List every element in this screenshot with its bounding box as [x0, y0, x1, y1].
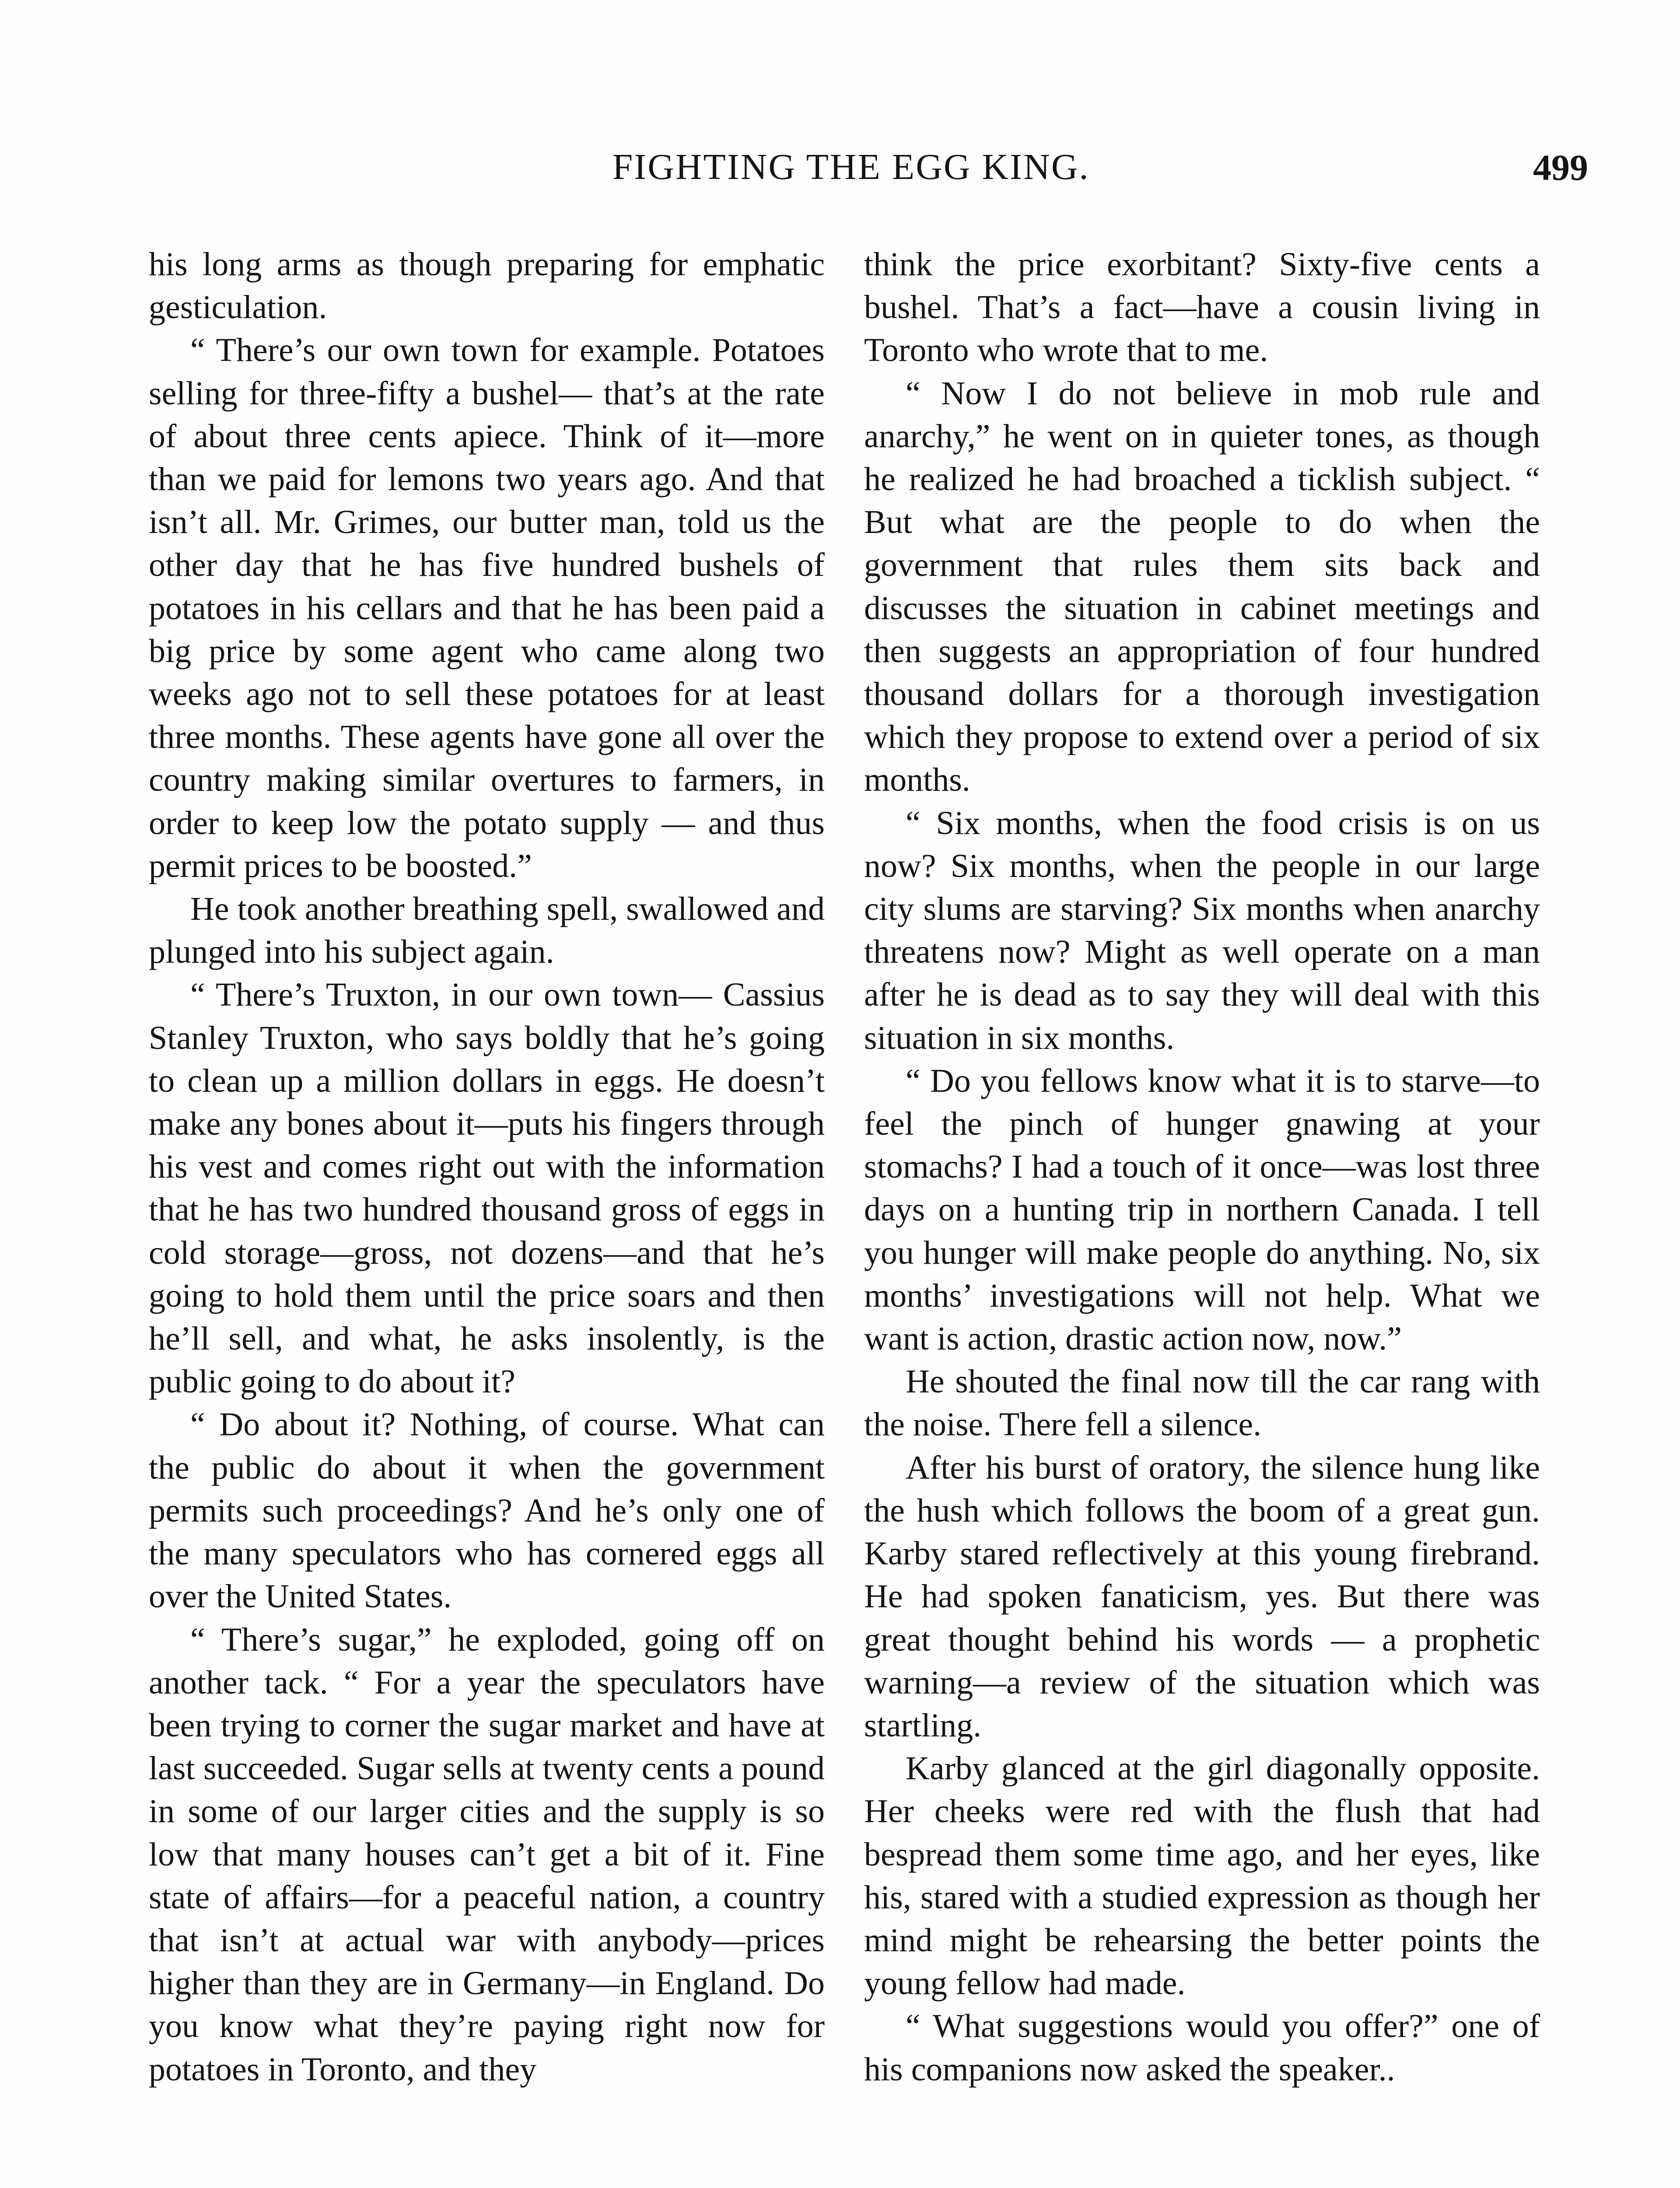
paragraph: Karby glanced at the girl diagonally opposite. Her cheeks were red with the flush that had bespread them some time ago, and her eyes, like his, stared with a studied expression as though her mind might be rehearsing the better points the young fellow had made. — [864, 1750, 1540, 2002]
paragraph: “ Do you fellows know what it is to starve—to feel the pinch of hunger gnawing at your stomachs? I had a touch of it once—was lost three days on a hunting trip in northern Canada. I tell you hunger will make people do anything. No, six months’ investigations will not help. What we want is action, drastic action now, now.” — [864, 1062, 1540, 1357]
paragraph: “ There’s our own town for example. Potatoes selling for three-fifty a bushel— that’s at the rate of about three cents apiece. Think of it—more than we paid for lemons two years ago. And that isn’t all. Mr. Grimes, our butter man, told us the other day that he has five hundred bushels of potatoes in his cellars and that he has been paid a big price by some agent who came along two weeks ago not to sell these potatoes for at least three months. These agents have gone all over the country making similar overtures to farmers, in order to keep low the potato supply — and thus permit prices to be boosted.” — [149, 332, 825, 884]
paragraph: “ There’s Truxton, in our own town— Cassius Stanley Truxton, who says boldly that he’s going to clean up a million dollars in eggs. He doesn’t make any bones about it—puts his fingers through his vest and comes right out with the information that he has two hundred thousand gross of eggs in cold storage—gross, not dozens—and that he’s going to hold them until the price soars and then he’ll sell, and what, he asks insolently, is the public going to do about it? — [149, 976, 825, 1400]
paragraph: He shouted the final now till the car rang with the noise. There fell a silence. — [864, 1363, 1540, 1443]
paragraph: “ Do about it? Nothing, of course. What can the public do about it when the government permits such proceedings? And he’s only one of the many speculators who has cornered eggs all over the United States. — [149, 1406, 825, 1615]
paragraph: “ What suggestions would you offer?” one of his companions now asked the speaker.. — [864, 2008, 1540, 2088]
running-title: FIGHTING THE EGG KING. — [612, 147, 1090, 187]
paragraph: “ There’s sugar,” he exploded, going off on another tack. “ For a year the speculators have been trying to corner the sugar market and have at last succeeded. Sugar sells at twenty cents a pound in some of our larger cities and the supply is so low that many houses can’t get a bit of it. Fine state of affairs—for a peaceful nation, a country that isn’t at actual war with anybody—prices higher than they are in Germany—in England. Do you know what they’re paying right now for potatoes in Toronto, and they — [149, 1621, 825, 2088]
paragraph: think the price exorbitant? Sixty-five cents a bushel. That’s a fact—have a cousin living in Toronto who wrote that to me. — [864, 246, 1540, 369]
paragraph: “ Now I do not believe in mob rule and anarchy,” he went on in quieter tones, as though he realized he had broached a ticklish subject. “ But what are the people to do when the government that rules them sits back and discusses the situation in cabinet meetings and then suggests an appropriation of four hundred thousand dollars for a thorough investigation which they propose to extend over a period of six months. — [864, 375, 1540, 799]
paragraph: his long arms as though preparing for emphatic gesticulation. — [149, 246, 825, 326]
paragraph: After his burst of oratory, the silence hung like the hush which follows the boom of a great gun. Karby stared reflectively at this young firebrand. He had spoken fanaticism, yes. But there was great thought behind his words — a prophetic warning—a review of the situation which was startling. — [864, 1449, 1540, 1744]
paragraph: “ Six months, when the food crisis is on us now? Six months, when the people in our large city slums are starving? Six months when anarchy threatens now? Might as well operate on a man after he is dead as to say they will deal with this situation in six months. — [864, 804, 1540, 1056]
right-text-column — [864, 243, 1540, 2091]
paragraph: He took another breathing spell, swallowed and plunged into his subject again. — [149, 891, 825, 971]
left-text-column — [149, 243, 825, 2091]
page-number: 499 — [1533, 147, 1588, 188]
